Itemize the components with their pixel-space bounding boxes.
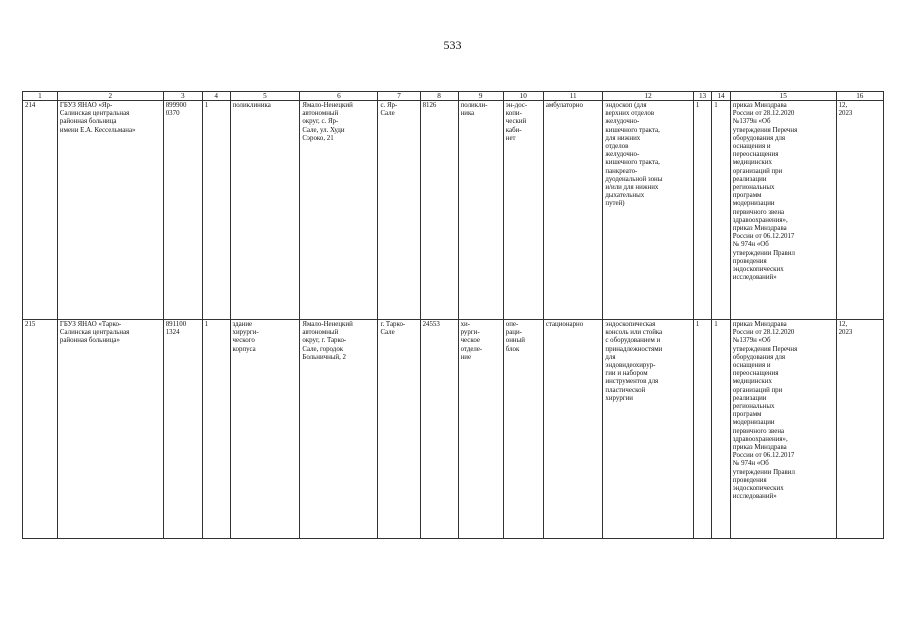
cell-text: 214: [25, 102, 36, 109]
cell-text: приказ Минздрава России от 28.12.2020 №1379н «Об утверждения Перечня оборудования для оснащения и переоснащения медицинских организаций при реализации региональных программ модернизации первичного звена здравоохранения», приказ Минздрава России от 06.12.2017 № 974н «Об утверждении Правил проведения эндоскопических исследований»: [732, 102, 798, 282]
cell-text: 215: [25, 321, 36, 328]
cell-text: 1: [714, 102, 718, 109]
cell-text: эндоскопическая консоль или стойка с оборудованием и принадлежностями для эндовидеохирур- гии и набором инструментов для пластической хирургии: [605, 321, 663, 402]
table-cell: [23, 320, 58, 539]
cell-text: эн-дос- копи- ческий каби- нет: [505, 102, 528, 142]
column-header: 8: [420, 92, 458, 101]
table-cell: [693, 101, 711, 320]
table-row: [23, 320, 884, 539]
cell-text: ГБУЗ ЯНАО «Яр- Салинская центральная районная больница имени Е.А. Кессельмана»: [59, 102, 136, 134]
cell-text: 891100 1324: [165, 321, 187, 337]
cell-text: приказ Минздрава России от 28.12.2020 №1379н «Об утверждения Перечня оборудования для оснащения и переоснащения медицинских организаций при реализации региональных программ модернизации первичного звена здравоохранения», приказ Минздрава России от 06.12.2017 № 974н «Об утверждении Правил проведения эндоскопических исследований»: [732, 321, 798, 501]
table-cell: [300, 101, 378, 320]
table-cell: [836, 320, 883, 539]
column-header: 4: [202, 92, 230, 101]
cell-text: поликлиника: [232, 102, 271, 109]
table-cell: [163, 320, 202, 539]
cell-text: с. Яр- Сале: [380, 102, 398, 118]
cell-text: 1: [204, 102, 209, 109]
table-cell: [378, 320, 420, 539]
table-cell: [57, 320, 163, 539]
table-cell: [202, 101, 230, 320]
column-header: 14: [712, 92, 730, 101]
cell-text: эндоскоп (для верхних отделов желудочно- кишечного тракта, для нижних отделов желудочно- кишечного тракта, панкреато- дуоденальной зоны и/или для нижних дыхательных путей): [605, 102, 663, 208]
cell-text: г. Тарко- Сале: [380, 321, 406, 337]
cell-text: 1: [695, 102, 700, 109]
table-cell: [712, 101, 730, 320]
table-cell: [23, 101, 58, 320]
column-header: 6: [300, 92, 378, 101]
page-number: 533: [443, 38, 462, 52]
table-cell: [458, 320, 503, 539]
table-cell: [202, 320, 230, 539]
table-cell: [378, 101, 420, 320]
column-header: 10: [503, 92, 543, 101]
cell-text: ГБУЗ ЯНАО «Тарко- Салинская центральная районная больница»: [59, 321, 130, 345]
column-header: 13: [693, 92, 711, 101]
cell-text: Ямало-Ненецкий автономный округ, г. Тарко- Сале, городок Больничный, 2: [302, 321, 353, 361]
cell-text: амбулаторно: [545, 102, 583, 109]
cell-text: 24553: [422, 321, 440, 328]
table-cell: [730, 320, 836, 539]
column-header: 5: [230, 92, 300, 101]
table-cell: [57, 101, 163, 320]
column-header: 15: [730, 92, 836, 101]
column-header: 9: [458, 92, 503, 101]
cell-text: здание хирурги- ческого корпуса: [232, 321, 259, 353]
column-header: 16: [836, 92, 883, 101]
table-cell: [503, 101, 543, 320]
column-header: 2: [57, 92, 163, 101]
cell-text: стационарно: [545, 321, 584, 328]
cell-text: 1: [695, 321, 700, 328]
table-cell: [230, 320, 300, 539]
cell-text: Ямало-Ненецкий автономный округ, с. Яр- Сале, ул. Худи Сэроко, 21: [302, 102, 353, 142]
cell-text: 8126: [422, 102, 437, 109]
column-header: 1: [23, 92, 58, 101]
cell-text: опе- раци- онный блок: [505, 321, 525, 353]
table-cell: [458, 101, 503, 320]
table-cell: [230, 101, 300, 320]
column-header: 12: [603, 92, 693, 101]
table-cell: [420, 101, 458, 320]
table-cell: [836, 101, 883, 320]
table-row: [23, 101, 884, 320]
table-cell: [300, 320, 378, 539]
table-cell: [163, 101, 202, 320]
table-cell: [712, 320, 730, 539]
table-cell: [693, 320, 711, 539]
column-header: 11: [543, 92, 603, 101]
column-header: 3: [163, 92, 202, 101]
table-cell: [420, 320, 458, 539]
cell-text: 12, 2023: [838, 102, 853, 118]
table-cell: [603, 101, 693, 320]
equipment-table: [22, 91, 884, 539]
cell-text: 12, 2023: [838, 321, 853, 337]
header-row: [23, 92, 884, 101]
table-cell: [543, 101, 603, 320]
cell-text: поликли- ника: [460, 102, 488, 118]
column-header: 7: [378, 92, 420, 101]
table-cell: [503, 320, 543, 539]
cell-text: 899900 0370: [165, 102, 187, 118]
table-cell: [603, 320, 693, 539]
cell-text: хи- рурги- ческое отделе- ние: [460, 321, 483, 361]
cell-text: 1: [204, 321, 209, 328]
table-cell: [730, 101, 836, 320]
table-cell: [543, 320, 603, 539]
cell-text: 1: [714, 321, 718, 328]
